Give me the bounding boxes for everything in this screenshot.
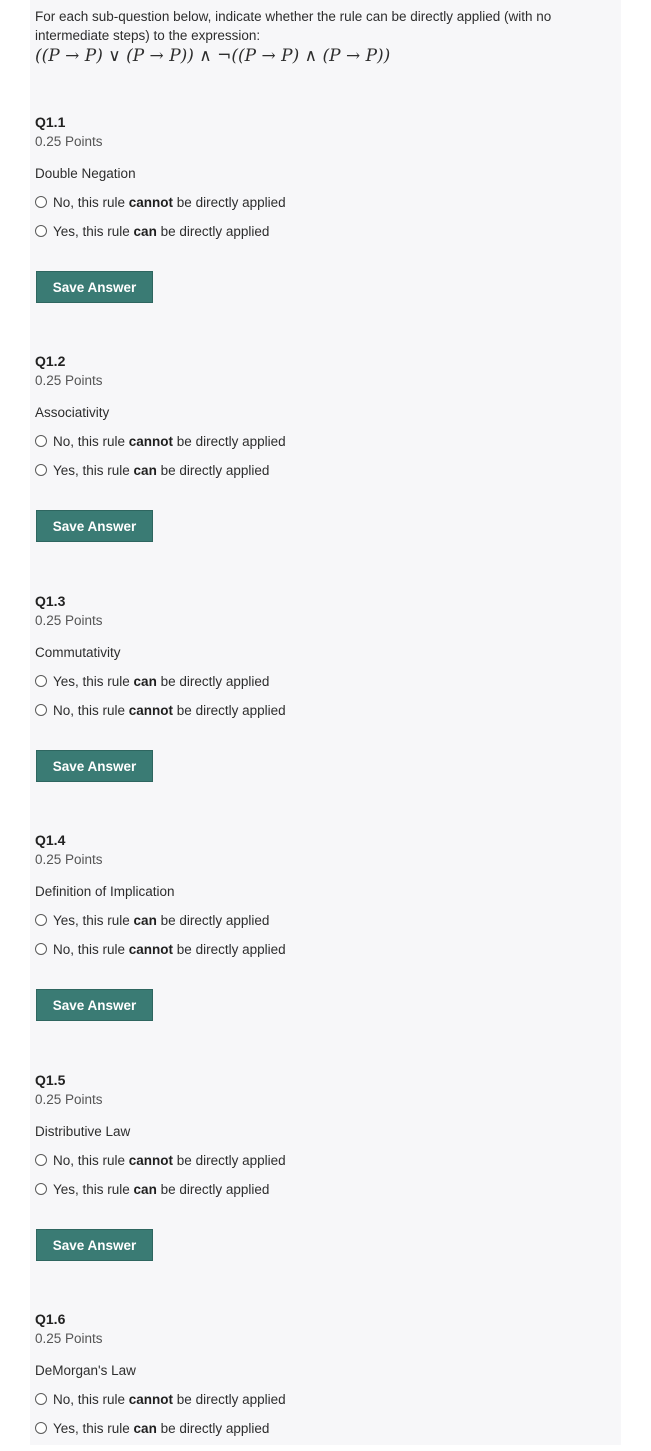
option-text: No, this rule cannot be directly applied [53,941,286,957]
rule-name: Distributive Law [35,1124,131,1139]
save-answer-button[interactable]: Save Answer [36,271,153,303]
answer-option[interactable] [35,432,286,450]
radio-button[interactable] [35,704,47,716]
rule-name: DeMorgan's Law [35,1363,136,1378]
radio-button[interactable] [35,196,47,208]
answer-option[interactable] [35,911,269,929]
option-text: No, this rule cannot be directly applied [53,194,286,210]
radio-button[interactable] [35,225,47,237]
question-points: 0.25 Points [35,1331,103,1346]
answer-option[interactable] [35,1390,286,1408]
answer-option[interactable] [35,1151,286,1169]
option-text: No, this rule cannot be directly applied [53,1152,286,1168]
radio-button[interactable] [35,1422,47,1434]
answer-option[interactable] [35,1180,269,1198]
rule-name: Commutativity [35,645,121,660]
save-answer-button[interactable]: Save Answer [36,1229,153,1261]
option-text: Yes, this rule can be directly applied [53,912,270,928]
answer-option[interactable] [35,701,286,719]
option-text: Yes, this rule can be directly applied [53,462,270,478]
question-points: 0.25 Points [35,134,103,149]
instructions: For each sub-question below, indicate whether the rule can be directly applied (with no intermediate steps) to the expression: [35,9,552,43]
radio-button[interactable] [35,943,47,955]
radio-button[interactable] [35,1154,47,1166]
question-title: Q1.2 [35,353,66,369]
rule-name: Associativity [35,405,110,420]
save-answer-button[interactable]: Save Answer [36,989,153,1021]
rule-name: Definition of Implication [35,884,175,899]
rule-name: Double Negation [35,166,136,181]
radio-button[interactable] [35,675,47,687]
option-text: Yes, this rule can be directly applied [53,1420,270,1436]
option-text: No, this rule cannot be directly applied [53,702,286,718]
question-points: 0.25 Points [35,852,103,867]
question-points: 0.25 Points [35,1092,103,1107]
radio-button[interactable] [35,1183,47,1195]
radio-button[interactable] [35,1393,47,1405]
question-title: Q1.6 [35,1311,66,1327]
radio-button[interactable] [35,914,47,926]
option-text: No, this rule cannot be directly applied [53,433,286,449]
answer-option[interactable] [35,940,286,958]
answer-option[interactable] [35,461,269,479]
question-title: Q1.4 [35,832,66,848]
logic-expression: ((P → P) ∨ (P → P)) ∧ ¬((P → P) ∧ (P → P)) [35,46,391,66]
option-text: Yes, this rule can be directly applied [53,673,270,689]
option-text: Yes, this rule can be directly applied [53,1181,270,1197]
radio-button[interactable] [35,464,47,476]
answer-option[interactable] [35,222,269,240]
question-title: Q1.5 [35,1072,66,1088]
save-answer-button[interactable]: Save Answer [36,750,153,782]
question-title: Q1.1 [35,114,66,130]
answer-option[interactable] [35,193,286,211]
question-points: 0.25 Points [35,373,103,388]
question-points: 0.25 Points [35,613,103,628]
answer-option[interactable] [35,672,269,690]
option-text: No, this rule cannot be directly applied [53,1391,286,1407]
save-answer-button[interactable]: Save Answer [36,510,153,542]
answer-option[interactable] [35,1419,269,1437]
option-text: Yes, this rule can be directly applied [53,223,270,239]
question-title: Q1.3 [35,593,66,609]
radio-button[interactable] [35,435,47,447]
